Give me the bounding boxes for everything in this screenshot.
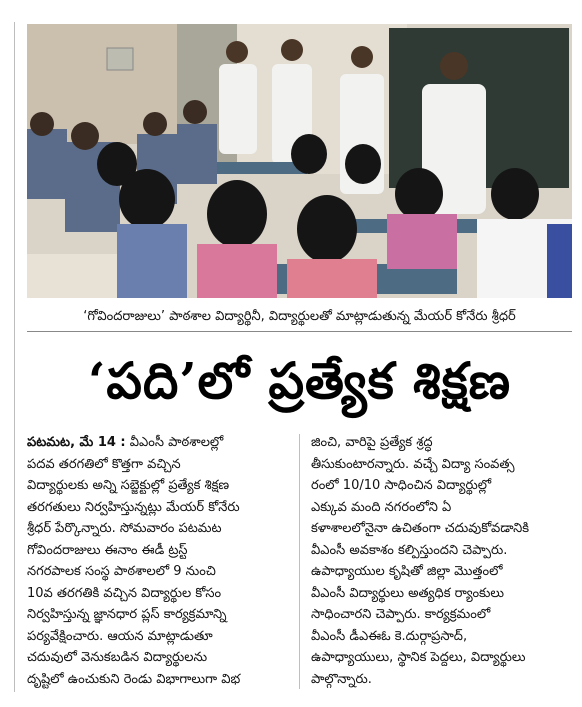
article-line: గోవిందరాజులు ఈనాం ఈడీ ట్రస్ట్ [27,542,188,558]
article-line: దృష్టిలో ఉంచుకుని రెండు విభాగాలుగా విభ [27,671,241,687]
photo-classroom-icon [27,24,572,298]
dateline: పటమట, మే 14 : [27,435,126,450]
article-line: తరగతులు నిర్వహిస్తున్నట్లు మేయర్ కోనేరు [27,499,240,515]
article-line: తీసుకుంటారన్నారు. వచ్చే విద్యా సంవత్స [311,456,515,472]
classroom-photo [27,24,572,298]
article-line: వీఎంసీ డీఎఈఓ కె.దుర్గాప్రసాద్, [311,628,468,644]
article-body [27,432,572,694]
article-line: విద్యార్థులకు అన్ని సబ్జెక్టుల్లో ప్రత్యేక శిక్షణ [27,478,230,493]
article-line: పదవ తరగతిలో కొత్తగా వచ్చిన [27,456,181,472]
article-line: శ్రీధర్ పేర్కొన్నారు. సోమవారం పటమట [27,521,222,536]
article-column-left [27,432,289,694]
article-line: పర్యవేక్షించారు. ఆయన మాట్లాడుతూ [27,628,213,644]
article-line: సాధించారని చెప్పారు. కార్యక్రమంలో [311,607,491,622]
article-line: రంలో 10/10 సాధించిన విద్యార్థుల్లో [311,478,492,493]
article-line: ఉపాధ్యాయుల కృషితో జిల్లా మొత్తంలో [311,564,503,579]
left-column-rule [14,22,15,692]
article-line: 10వ తరగతికి వచ్చిన విద్యార్థుల కోసం [27,585,222,601]
headline: ‘పది’లో ప్రత్యేక శిక్షణ [87,351,512,410]
article-line: చదువులో వెనుకబడిన విద్యార్థులను [27,650,208,665]
article-line: వీఎంసీ అవకాశం కల్పిస్తుందని చెప్పారు. [311,542,508,558]
article-line: నగరపాలక సంస్థ పాఠశాలలో 9 నుంచి [27,564,216,579]
article-line: పాల్గొన్నారు. [311,671,372,687]
article-line: నిర్వహిస్తున్న జ్ఞానధార ప్లస్ కార్యక్రమాన్ని [27,607,227,622]
article-line: వీఎంసీ విద్యార్థులు అత్యధిక ర్యాంకులు [311,585,505,601]
column-divider [299,434,300,689]
article-line: జించి, వారిపై ప్రత్యేక శ్రద్ధ [311,435,433,450]
photo-caption: ‘గోవిందరాజులు’ పాఠశాల విద్యార్థినీ, విద్యార్థులతో మాట్లాడుతున్న మేయర్ కోనేరు శ్రీధర్ [27,302,572,332]
article-line: కళాశాలలోనైనా ఉచితంగా చదువుకోవడానికి [311,521,529,536]
article-line: పటమట, మే 14 : వీఎంసీ పాఠశాలల్లో [27,435,224,450]
article-line: ఉపాధ్యాయులు, స్థానిక పెద్దలు, విద్యార్థులు [311,650,526,665]
article-line: ఎక్కువ మంది నగరంలోని ఏ [311,499,452,515]
article-column-right [311,432,573,694]
